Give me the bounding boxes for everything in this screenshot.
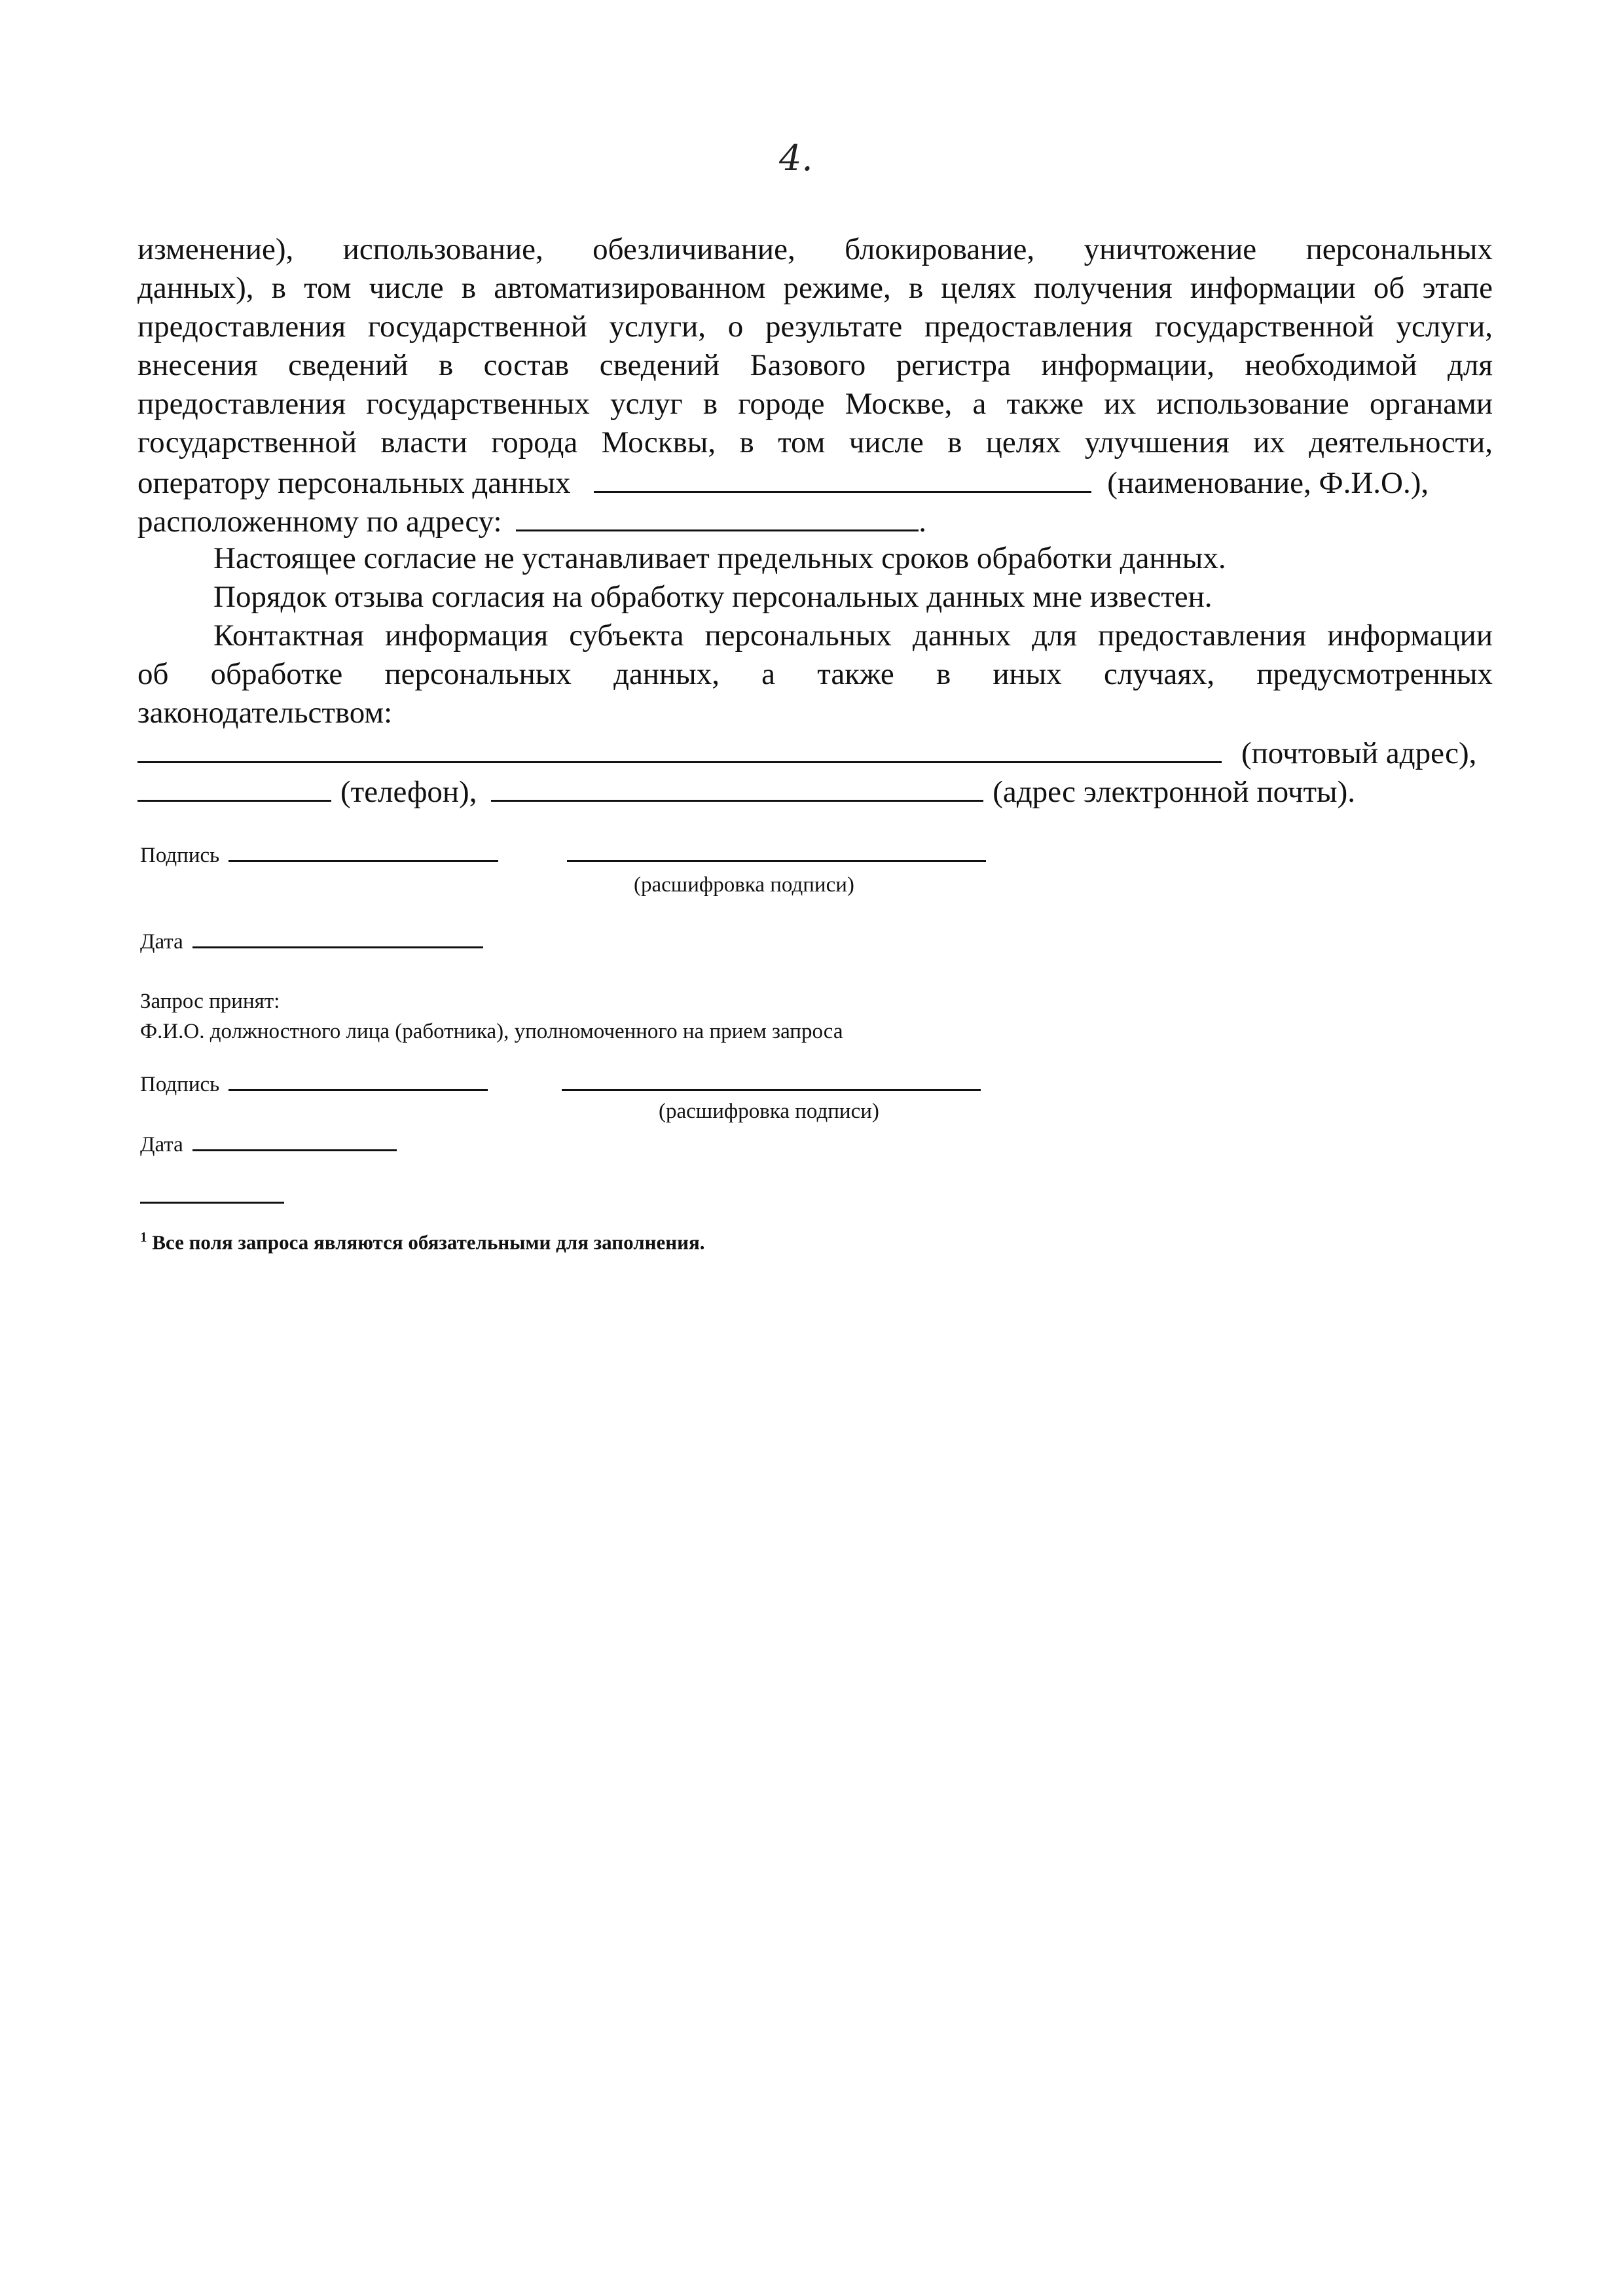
signature-label: Подпись [140,1073,220,1096]
operator-name-field[interactable] [594,462,1091,493]
page-number: 4. [779,137,813,179]
operator-suffix: (наименование, Ф.И.О.), [1107,466,1429,500]
official-name-label: Ф.И.О. должностного лица (работника), уполномоченного на прием запроса [140,1020,843,1043]
consent-text [137,230,1493,810]
decode-caption: (расшифровка подписи) [659,1100,879,1123]
email-label: (адрес электронной почты). [993,775,1356,809]
email-field[interactable] [491,771,983,802]
footnote-rule [140,1202,284,1204]
footnote-text: Все поля запроса являются обязательными для заполнения. [152,1230,705,1254]
signature-field[interactable] [228,1069,488,1091]
no-limit-paragraph: Настоящее согласие не устанавливает предельных сроков обработки данных. [213,541,1226,575]
phone-email-line [137,771,1493,810]
date-label: Дата [140,930,183,954]
request-accepted-title: Запрос принят: [140,990,280,1013]
contact-line: законодательством: [137,696,393,730]
postal-line [137,732,1493,771]
signature-row-1 [140,840,986,868]
postal-label: (почтовый адрес), [1241,736,1477,770]
date-row-1 [140,927,483,954]
date-row-2 [140,1130,397,1157]
paragraph-line: изменение), использование, обезличивание, блокирование, уничтожение персональных [137,232,1493,266]
address-label: расположенному по адресу: [137,505,502,539]
signature-decode-field[interactable] [567,840,986,862]
contact-line: Контактная информация субъекта персональных данных для предоставления информации [213,619,1493,653]
phone-field[interactable] [137,771,331,802]
date-label: Дата [140,1133,183,1157]
footnote [140,1229,705,1254]
revoke-paragraph: Порядок отзыва согласия на обработку персональных данных мне известен. [213,580,1213,614]
paragraph-line: внесения сведений в состав сведений Базового регистра информации, необходимой для [137,348,1493,382]
contact-line: об обработке персональных данных, а также в иных случаях, предусмотренных [137,657,1493,691]
phone-label: (телефон), [340,775,477,809]
decode-caption: (расшифровка подписи) [634,873,854,897]
paragraph-line: предоставления государственной услуги, о результате предоставления государственной услуги, [137,310,1493,344]
signature-decode-field[interactable] [562,1069,981,1091]
operator-label: оператору персональных данных [137,466,571,500]
address-end: . [919,505,927,539]
address-field[interactable] [516,501,919,531]
signature-row-2 [140,1069,981,1097]
date-field[interactable] [192,1130,397,1151]
date-field[interactable] [192,927,483,948]
paragraph-line: данных), в том числе в автоматизированном режиме, в целях получения информации об этапе [137,271,1493,305]
signature-label: Подпись [140,844,220,867]
paragraph-line: государственной власти города Москвы, в том числе в целях улучшения их деятельности, [137,425,1493,459]
footnote-marker: 1 [140,1229,147,1245]
signature-field[interactable] [228,840,498,862]
address-line [137,501,1493,539]
paragraph-line: предоставления государственных услуг в городе Москве, а также их использование органами [137,387,1493,421]
postal-address-field[interactable] [137,732,1222,763]
operator-line [137,462,1493,501]
